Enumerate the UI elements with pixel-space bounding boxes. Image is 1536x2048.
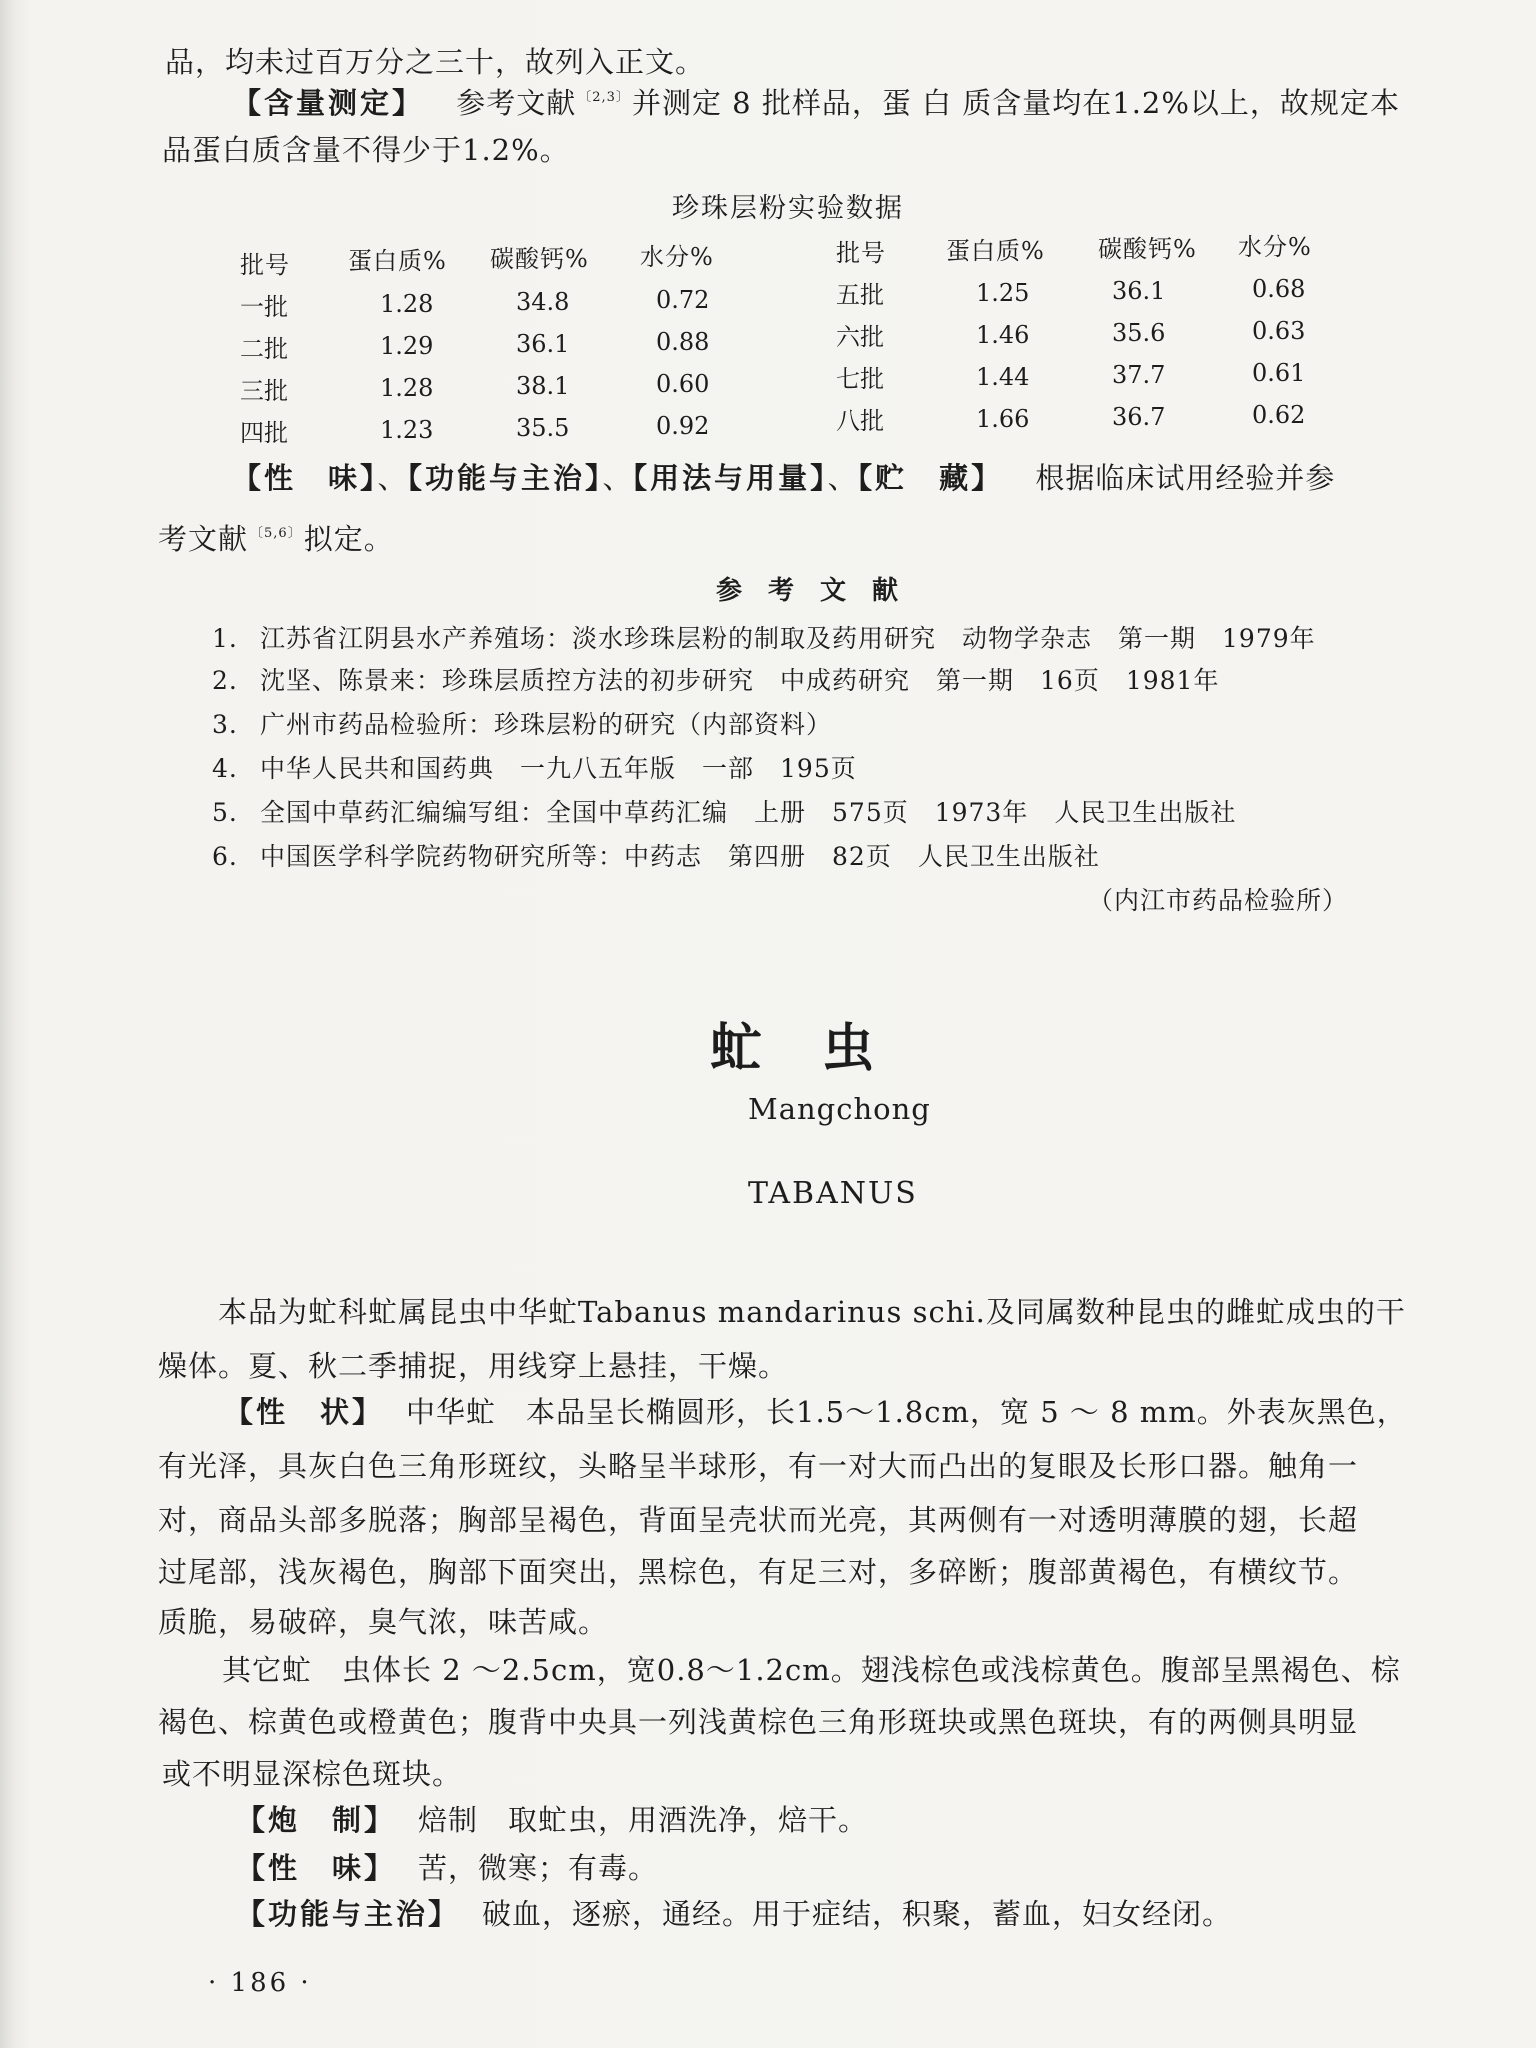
section-heading: 【用法与用量】 [632,461,828,495]
col-header-calcium: 碳酸钙% [490,245,589,273]
section-heading-nature: 【性 味】 [236,1851,397,1885]
table-cell: 0.63 [1252,317,1306,345]
table-cell: 0.60 [656,370,710,398]
body-line: 过尾部，浅灰褐色，胸部下面突出，黑棕色，有足三对，多碎断；腹部黄褐色，有横纹节。 [158,1555,1359,1589]
properties-paragraph [232,458,1335,498]
table-cell: 一批 [240,293,288,321]
table-cell: 0.68 [1252,275,1306,303]
properties-text: 根据临床试用经验并参 [1035,461,1336,495]
reference-number: 6. [212,842,238,871]
body-line [236,1894,1232,1934]
entry-latin-name: TABANUS [748,1176,918,1211]
reference-item [212,752,857,786]
body-line: 质脆，易破碎，臭气浓，味苦咸。 [158,1605,609,1639]
table-cell: 35.5 [516,414,570,442]
page-number: · 186 · [208,1968,312,1998]
reference-text: 全国中草药汇编编写组：全国中草药汇编 上册 575页 1973年 人民卫生出版社 [260,798,1237,827]
reference-item [212,840,1100,874]
body-line [236,1800,868,1840]
col-header-moisture: 水分% [1238,233,1312,261]
separator: 、 [377,461,408,495]
separator: 、 [602,461,633,495]
citation: 〔2,3〕 [578,90,630,105]
institution-credit: （内江市药品检验所） [1088,886,1349,915]
body-line [224,1392,1407,1432]
reference-text: 沈坚、陈景来：珍珠层质控方法的初步研究 中成药研究 第一期 16页 1981年 [260,666,1220,695]
section-heading-assay: 【含量测定】 [232,86,425,120]
entry-title: 虻虫 [710,1018,935,1079]
table-cell: 六批 [836,323,884,351]
description-text: 中华虻 本品呈长椭圆形，长1.5～1.8cm，宽 5 ～ 8 mm。外表灰黑色， [406,1395,1407,1429]
table-cell: 1.23 [380,416,434,444]
body-line: 其它虻 虫体长 2 ～2.5cm，宽0.8～1.2cm。翅浅棕色或浅棕黄色。腹部呈黑褐色、棕 [222,1653,1401,1687]
section-heading: 【贮 藏】 [857,461,1004,495]
table-cell: 四批 [240,419,288,447]
table-cell: 0.88 [656,328,710,356]
table-cell: 1.66 [976,405,1030,433]
col-header-calcium: 碳酸钙% [1098,235,1197,263]
table-cell: 1.25 [976,279,1030,307]
table-cell: 二批 [240,335,288,363]
reference-number: 1. [212,624,238,653]
section-heading-processing: 【炮 制】 [236,1803,397,1837]
reference-text: 江苏省江阴县水产养殖场：淡水珍珠层粉的制取及药用研究 动物学杂志 第一期 1979年 [260,624,1316,653]
entry-pinyin: Mangchong [748,1092,931,1126]
reference-item [212,796,1236,830]
table-cell: 五批 [836,281,884,309]
reference-text: 广州市药品检验所：珍珠层粉的研究（内部资料） [260,710,833,739]
nature-text: 苦，微寒；有毒。 [418,1851,659,1885]
reference-number: 4. [212,754,238,783]
table-cell: 1.44 [976,363,1030,391]
table-cell: 0.62 [1252,401,1306,429]
table-cell: 35.6 [1112,319,1166,347]
references-title: 参考文献 [716,576,925,606]
table-cell: 36.1 [1112,277,1166,305]
assay-text: 参考文献 [456,86,577,120]
assay-paragraph [232,78,1400,123]
properties-text: 考文献 [158,522,249,556]
col-header-batch: 批号 [240,251,290,279]
body-line: 或不明显深棕色斑块。 [162,1757,463,1791]
table-cell: 1.28 [380,290,434,318]
body-line: 对，商品头部多脱落；胸部呈褐色，背面呈壳状而光亮，其两侧有一对透明薄膜的翅，长超 [158,1503,1359,1537]
table-cell: 1.29 [380,332,434,360]
table-cell: 八批 [836,407,884,435]
table-cell: 七批 [836,365,884,393]
table-cell: 三批 [240,377,288,405]
col-header-batch: 批号 [836,239,886,267]
table-cell: 0.72 [656,286,710,314]
assay-text: 并测定 8 批样品，蛋 白 质含量均在1.2%以上，故规定本 [631,86,1400,120]
section-heading-function: 【功能与主治】 [236,1897,461,1931]
reference-item [212,622,1316,656]
body-line: 品，均未过百万分之三十，故列入正文。 [165,45,706,79]
processing-text: 焙制 取虻虫，用酒洗净，焙干。 [418,1803,869,1837]
body-line: 本品为虻科虻属昆虫中华虻Tabanus mandarinus schi.及同属数种昆虫的雌虻成虫的干 [218,1295,1406,1329]
table-title: 珍珠层粉实验数据 [672,193,904,224]
table-cell: 38.1 [516,372,570,400]
table-cell: 36.1 [516,330,570,358]
section-heading: 【性 味】 [232,461,378,495]
function-text: 破血，逐瘀，通经。用于症结，积聚，蓄血，妇女经闭。 [482,1897,1233,1931]
reference-text: 中华人民共和国药典 一九八五年版 一部 195页 [260,754,857,783]
table-cell: 37.7 [1112,361,1166,389]
reference-number: 5. [212,798,238,827]
section-heading-description: 【性 状】 [224,1395,385,1429]
body-line [158,514,394,559]
reference-number: 2. [212,666,238,695]
table-cell: 34.8 [516,288,570,316]
table-cell: 0.92 [656,412,710,440]
reference-text: 中国医学科学院药物研究所等：中药志 第四册 82页 人民卫生出版社 [260,842,1100,871]
table-cell: 36.7 [1112,403,1166,431]
body-line [236,1848,658,1888]
col-header-moisture: 水分% [640,243,714,271]
table-cell: 0.61 [1252,359,1306,387]
citation: 〔5,6〕 [250,526,302,541]
reference-item [212,664,1219,698]
reference-number: 3. [212,710,238,739]
properties-text: 拟定。 [303,522,394,556]
body-line: 品蛋白质含量不得少于1.2%。 [162,133,570,167]
body-line: 褐色、棕黄色或橙黄色；腹背中央具一列浅黄棕色三角形斑块或黑色斑块，有的两侧具明显 [158,1705,1359,1739]
reference-item [212,708,832,742]
body-line: 有光泽，具灰白色三角形斑纹，头略呈半球形，有一对大而凸出的复眼及长形口器。触角一 [158,1449,1359,1483]
table-cell: 1.46 [976,321,1030,349]
separator: 、 [827,461,858,495]
section-heading: 【功能与主治】 [407,461,603,495]
table-cell: 1.28 [380,374,434,402]
body-line: 燥体。夏、秋二季捕捉，用线穿上悬挂，干燥。 [158,1349,789,1383]
col-header-protein: 蛋白质% [946,237,1045,265]
col-header-protein: 蛋白质% [348,247,447,275]
